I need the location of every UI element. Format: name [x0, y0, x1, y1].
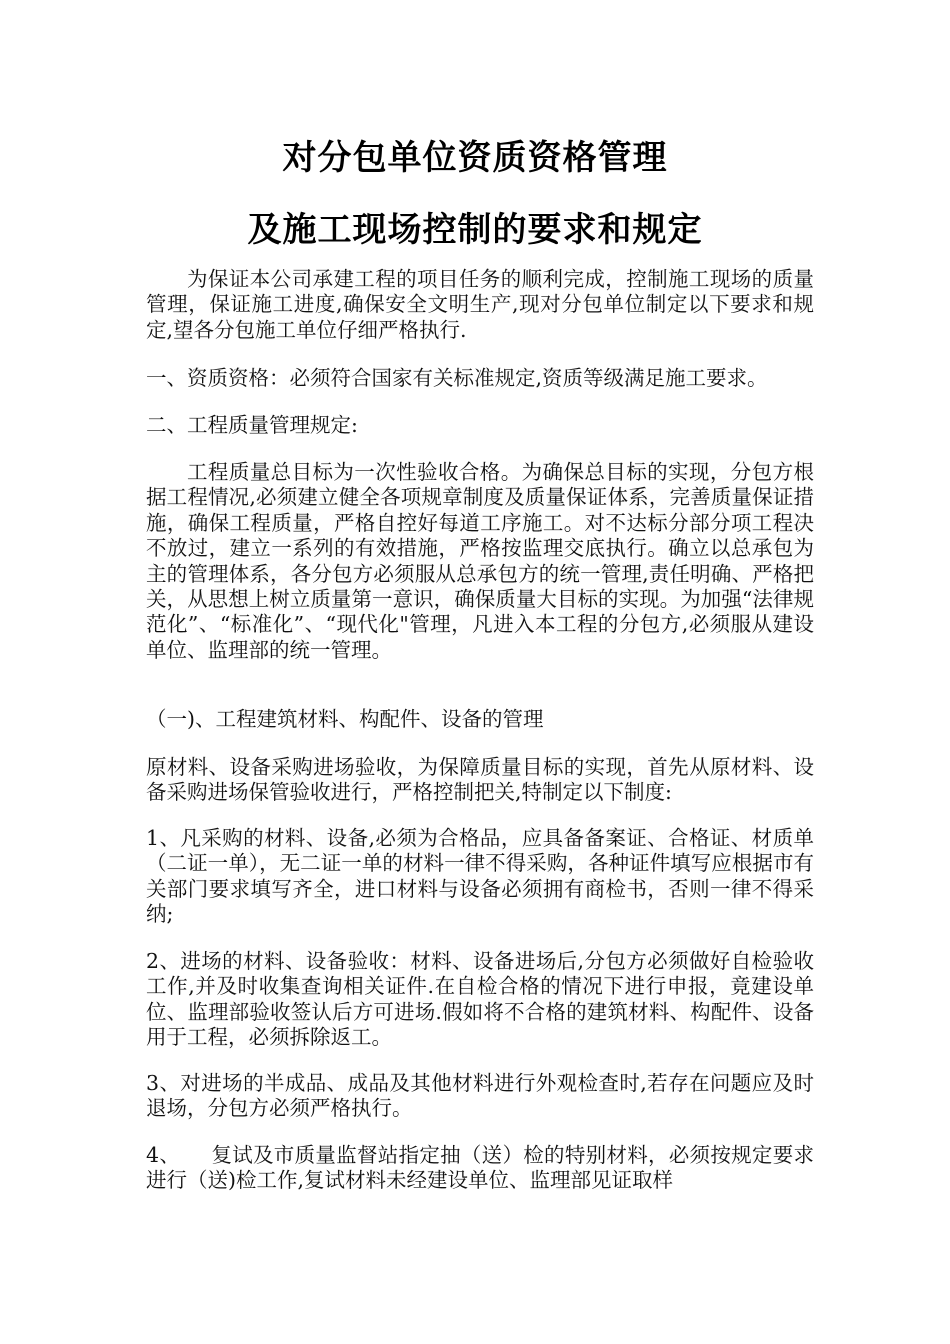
section-2-heading: 二、工程质量管理规定:: [146, 413, 358, 437]
rule-item-4: 4、 复试及市质量监督站指定抽（送）检的特别材料，必须按规定要求进行（送)检工作,复试材料未经建设单位、监理部见证取样: [146, 1143, 814, 1193]
rule-item-3: 3、对进场的半成品、成品及其他材料进行外观检查时,若存在问题应及时退场，分包方必须严格执行。: [146, 1071, 814, 1121]
section-1-qualification: 一、资质资格：必须符合国家有关标准规定,资质等级满足施工要求。: [146, 366, 768, 390]
rule-item-1: 1、凡采购的材料、设备,必须为合格品，应具备备案证、合格证、材质单（二证一单），无二证一单的材料一律不得采购，各种证件填写应根据市有关部门要求填写齐全，进口材料与设备必须拥有商检书，否则一律不得采纳;: [146, 826, 814, 927]
rule-item-2: 2、进场的材料、设备验收：材料、设备进场后,分包方必须做好自检验收工作,并及时收集查询相关证件.在自检合格的情况下进行申报，竟建设单位、监理部验收签认后方可进场.假如将不合格的建筑材料、构配件、设备用于工程，必须拆除返工。: [146, 949, 814, 1050]
raw-material-paragraph: 原材料、设备采购进场验收，为保障质量目标的实现，首先从原材料、设备采购进场保管验收进行，严格控制把关,特制定以下制度:: [146, 755, 814, 805]
document-title-line-2: 及施工现场控制的要求和规定: [247, 210, 703, 250]
quality-goal-paragraph: 工程质量总目标为一次性验收合格。为确保总目标的实现，分包方根据工程情况,必须建立健全各项规章制度及质量保证体系，完善质量保证措施，确保工程质量，严格自控好每道工序施工。对不达标分部分项工程决不放过，建立一系列的有效措施，严格按监理交底执行。确立以总承包为主的管理体系，各分包方必须服从总承包方的统一管理,责任明确、严格把关，从思想上树立质量第一意识，确保质量大目标的实现。为加强“法律规范化”、“标准化”、“现代化"管理，凡进入本工程的分包方,必须服从建设单位、监理部的统一管理。: [146, 460, 814, 662]
subsection-1-heading: （一)、工程建筑材料、构配件、设备的管理: [146, 707, 544, 731]
intro-paragraph: 为保证本公司承建工程的项目任务的顺利完成，控制施工现场的质量管理，保证施工进度,确保安全文明生产,现对分包单位制定以下要求和规定,望各分包施工单位仔细严格执行.: [146, 267, 814, 342]
document-title-line-1: 对分包单位资质资格管理: [282, 138, 668, 178]
